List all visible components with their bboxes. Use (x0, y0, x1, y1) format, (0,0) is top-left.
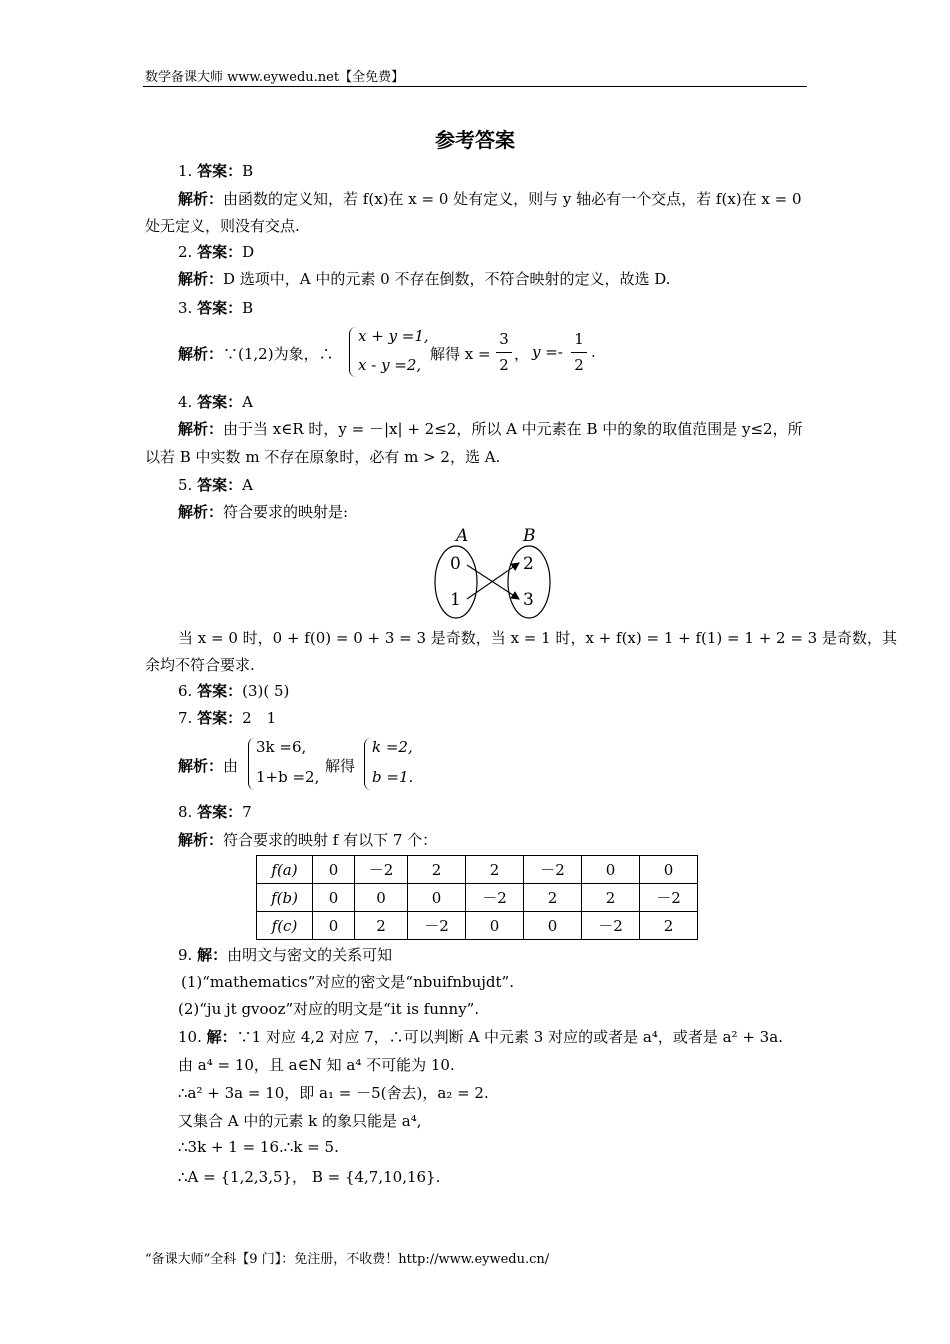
q3-system-brace (349, 327, 356, 377)
table-cell: 2 (640, 912, 698, 940)
q3-frac2-num: 1 (574, 330, 584, 348)
q3-frac1-den: 2 (499, 356, 509, 374)
q6-answer: 6. 答案：(3)( 5) (178, 682, 290, 700)
table-cell: 2 (524, 884, 582, 912)
q9-line2: (2)“ju jt gvooz”对应的明文是“it is funny”. (178, 1000, 480, 1018)
q3-eq1: x + y =1, (358, 327, 429, 345)
q10-line2: 由 a⁴ = 10，且 a∈N 知 a⁴ 不可能为 10. (178, 1056, 455, 1074)
q9-line1: (1)“mathematics”对应的密文是“nbuifnbujdt”. (181, 973, 514, 991)
table-cell: 0 (313, 912, 355, 940)
table-cell: 0 (313, 884, 355, 912)
q7-eq4: b =1. (372, 768, 414, 786)
q1-analysis-line1: 解析：由函数的定义知，若 f(x)在 x = 0 处有定义，则与 y 轴必有一个交点，若 f(x)在 x = 0 (178, 190, 802, 208)
q8-analysis: 解析：符合要求的映射 f 有以下 7 个： (178, 831, 438, 849)
table-cell: 0 (313, 856, 355, 884)
table-cell: 0 (524, 912, 582, 940)
mapping-diagram (425, 523, 565, 623)
q5-answer: 5. 答案：A (178, 476, 253, 494)
q8-answer: 8. 答案：7 (178, 803, 252, 821)
q3-solve-text: 解得 x = (430, 345, 491, 363)
table-cell: 0 (408, 884, 466, 912)
table-cell: 0 (582, 856, 640, 884)
q5-explain-line1: 当 x = 0 时，0 + f(0) = 0 + 3 = 3 是奇数，当 x = 1 时，x + f(x) = 1 + f(1) = 1 + 2 = 3 是奇数，其 (178, 629, 897, 647)
table-cell: 0 (466, 912, 524, 940)
q5-analysis: 解析：符合要求的映射是: (178, 503, 349, 521)
set-b-element-1: 3 (523, 590, 534, 610)
q7-solve-text: 解得 (325, 757, 356, 775)
page-header: 数学备课大师 www.eywedu.net【全免费】 (145, 70, 405, 85)
q2-analysis: 解析：D 选项中，A 中的元素 0 不存在倒数，不符合映射的定义，故选 D. (178, 270, 671, 288)
table-cell: －2 (355, 856, 408, 884)
q3-frac2-bar (571, 352, 587, 353)
q9-heading: 9. 解：由明文与密文的关系可知 (178, 946, 393, 964)
table-cell: 2 (466, 856, 524, 884)
q3-frac2-den: 2 (574, 356, 584, 374)
set-b-element-0: 2 (523, 554, 534, 574)
q10-line3: ∴a² + 3a = 10，即 a₁ = －5(舍去)，a₂ = 2. (178, 1084, 489, 1102)
q7-eq1: 3k =6, (256, 738, 307, 756)
q1-analysis-line2: 处无定义，则没有交点. (145, 217, 300, 235)
q3-frac1-num: 3 (499, 330, 509, 348)
table-cell: f(a) (257, 856, 313, 884)
page-title: 参考答案 (435, 128, 515, 152)
header-rule (143, 86, 807, 87)
table-cell: －2 (524, 856, 582, 884)
table-cell: 0 (640, 856, 698, 884)
table-cell: －2 (466, 884, 524, 912)
q7-system-brace-1 (248, 738, 255, 790)
table-row (257, 856, 698, 884)
table-row (257, 912, 698, 940)
set-a-element-0: 0 (450, 554, 461, 574)
table-cell: 2 (355, 912, 408, 940)
table-cell: f(c) (257, 912, 313, 940)
q3-frac1-bar (496, 352, 512, 353)
table-cell: f(b) (257, 884, 313, 912)
table-cell: －2 (640, 884, 698, 912)
q10-line6: ∴A = {1,2,3,5}， B = {4,7,10,16}. (178, 1168, 441, 1186)
set-b-label: B (523, 526, 536, 546)
q7-eq3: k =2, (372, 738, 413, 756)
set-a-element-1: 1 (450, 590, 461, 610)
q4-analysis-line2: 以若 B 中实数 m 不存在原象时，必有 m > 2，选 A. (145, 448, 501, 466)
table-cell: －2 (408, 912, 466, 940)
page-footer: “备课大师”全科【9 门】：免注册，不收费！http://www.eywedu.cn/ (145, 1252, 550, 1267)
q7-system-brace-2 (364, 738, 371, 790)
q4-analysis-line1: 解析：由于当 x∈R 时，y = －|x| + 2≤2，所以 A 中元素在 B 中的象的取值范围是 y≤2，所 (178, 420, 803, 438)
q3-y-part: y =- (532, 343, 563, 361)
q10-line5: ∴3k + 1 = 16.∴k = 5. (178, 1138, 339, 1156)
q2-answer: 2. 答案：D (178, 243, 255, 261)
set-a-label: A (456, 526, 469, 546)
q3-eq2: x - y =2, (358, 356, 422, 374)
q3-comma: ， (514, 345, 530, 363)
table-cell: －2 (582, 912, 640, 940)
q10-line4: 又集合 A 中的元素 k 的象只能是 a⁴, (178, 1112, 422, 1130)
q3-answer: 3. 答案：B (178, 299, 254, 317)
table-cell: 0 (355, 884, 408, 912)
q5-explain-line2: 余均不符合要求. (145, 656, 255, 674)
table-row (257, 884, 698, 912)
q10-line1: 10. 解：∵1 对应 4,2 对应 7，∴可以判断 A 中元素 3 对应的或者是 a⁴，或者是 a² + 3a. (178, 1028, 783, 1046)
q4-answer: 4. 答案：A (178, 393, 253, 411)
q7-eq2: 1+b =2, (256, 768, 320, 786)
q1-answer: 1. 答案：B (178, 162, 254, 180)
q3-end: . (591, 343, 596, 361)
mapping-table (256, 855, 698, 940)
table-cell: 2 (408, 856, 466, 884)
q7-analysis-label: 解析：由 (178, 757, 239, 775)
q7-answer: 7. 答案：2 1 (178, 709, 277, 727)
table-cell: 2 (582, 884, 640, 912)
q3-analysis-label: 解析：∵(1,2)为象，∴ (178, 345, 334, 363)
